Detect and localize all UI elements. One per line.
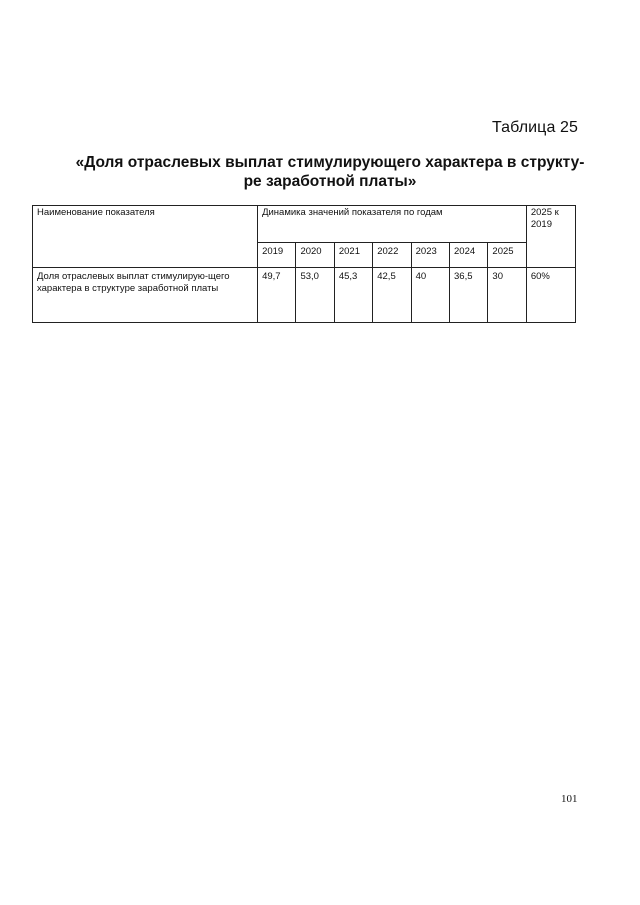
value-cell: 49,7: [258, 268, 296, 323]
value-cell: 30: [488, 268, 526, 323]
value-cell: 45,3: [334, 268, 372, 323]
value-cell: 36,5: [450, 268, 488, 323]
header-indicator-name: Наименование показателя: [33, 206, 258, 268]
document-title: [60, 153, 600, 191]
value-cell: 53,0: [296, 268, 334, 323]
header-row: [33, 206, 576, 243]
title-line-1: «Доля отраслевых выплат стимулирующего характера в структу-: [75, 154, 585, 171]
table-row: [33, 268, 576, 323]
indicator-table: [32, 205, 576, 323]
year-header: 2022: [373, 243, 411, 268]
year-header: 2025: [488, 243, 526, 268]
year-header: 2019: [258, 243, 296, 268]
header-dynamics: Динамика значений показателя по годам: [258, 206, 527, 243]
value-cell: 40: [411, 268, 449, 323]
value-cell: 42,5: [373, 268, 411, 323]
page-number: 101: [561, 793, 578, 805]
year-header: 2021: [334, 243, 372, 268]
year-header: 2024: [450, 243, 488, 268]
year-header: 2020: [296, 243, 334, 268]
title-line-2: ре заработной платы»: [243, 173, 417, 190]
header-ratio: 2025 к 2019: [526, 206, 575, 268]
year-header: 2023: [411, 243, 449, 268]
ratio-cell: 60%: [526, 268, 575, 323]
table-label: Таблица 25: [492, 119, 578, 136]
indicator-name: Доля отраслевых выплат стимулирую-щего характера в структуре заработной платы: [33, 268, 258, 323]
